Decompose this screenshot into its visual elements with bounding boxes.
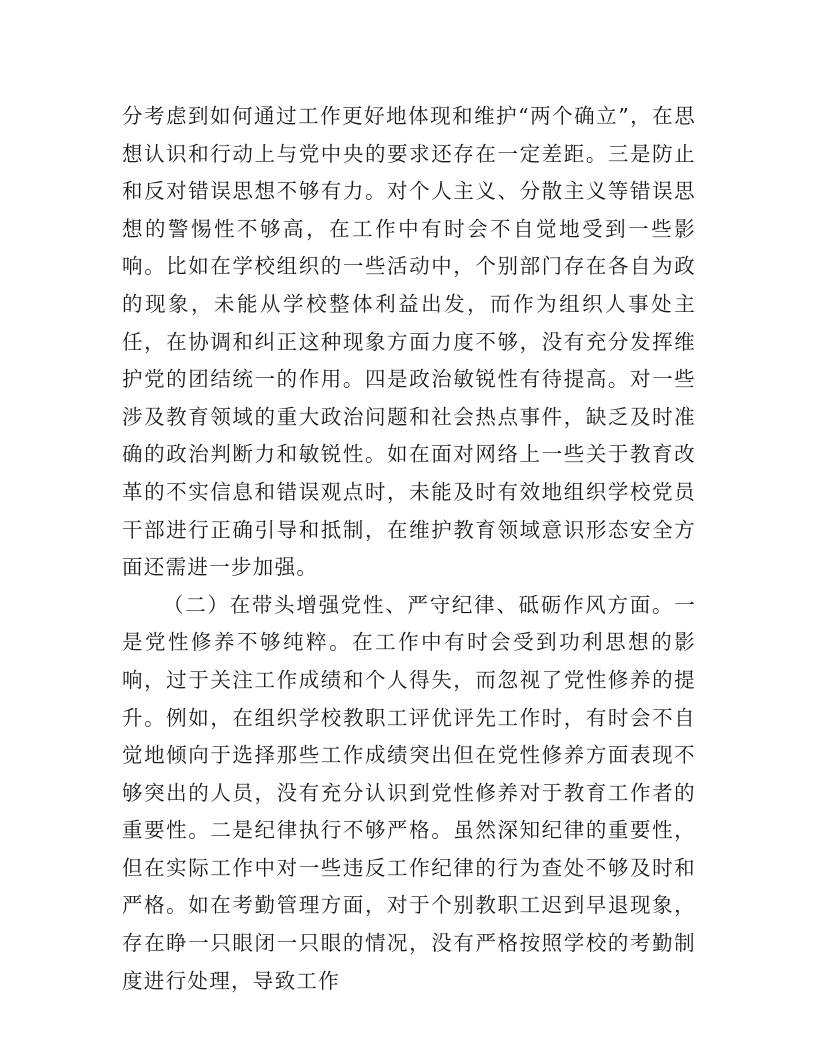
paragraph-continued: 分考虑到如何通过工作更好地体现和维护“两个确立”，在思想认识和行动上与党中央的要求还存在一定差距。三是防止和反对错误思想不够有力。对个人主义、分散主义等错误思想的警惕性不够高，在工作中有时会不自觉地受到一些影响。比如在学校组织的一些活动中，个别部门存在各自为政的现象，未能从学校整体利益出发，而作为组织人事处主任，在协调和纠正这种现象方面力度不够，没有充分发挥维护党的团结统一的作用。四是政治敏锐性有待提高。对一些涉及教育领域的重大政治问题和社会热点事件，缺乏及时准确的政治判断力和敏锐性。如在面对网络上一些关于教育改革的不实信息和错误观点时，未能及时有效地组织学校党员干部进行正确引导和抵制，在维护教育领域意识形态安全方面还需进一步加强。 (122, 104, 696, 580)
paragraph-section-two: （二）在带头增强党性、严守纪律、砥砺作风方面。一是党性修养不够纯粹。在工作中有时会受到功利思想的影响，过于关注工作成绩和个人得失，而忽视了党性修养的提升。例如，在组织学校教职工评优评先工作时，有时会不自觉地倾向于选择那些工作成绩突出但在党性修养方面表现不够突出的人员，没有充分认识到党性修养对于教育工作者的重要性。二是纪律执行不够严格。虽然深知纪律的重要性，但在实际工作中对一些违反工作纪律的行为查处不够及时和严格。如在考勤管理方面，对于个别教职工迟到早退现象，存在睁一只眼闭一只眼的情况，没有严格按照学校的考勤制度进行处理，导致工作 (122, 592, 696, 993)
document-body (122, 98, 696, 1000)
